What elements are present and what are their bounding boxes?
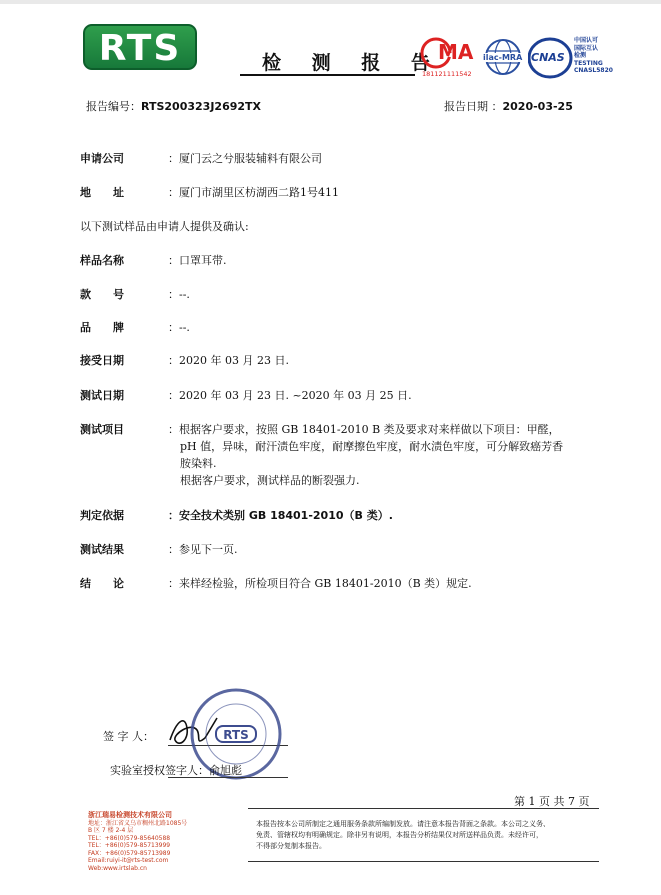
title-underline	[240, 74, 415, 76]
conclusion-value: ：来样经检验，所检项目符合 GB 18401-2010（B 类）规定.	[168, 577, 472, 590]
report-date	[444, 98, 573, 114]
page-number: 第 1 页 共 7 页	[514, 795, 590, 808]
lab-signer-line	[168, 777, 288, 778]
test-items-line: 根据客户要求，测试样品的断裂强力.	[180, 474, 360, 487]
cnas-caption	[574, 37, 613, 75]
conclusion-label: 结 论	[80, 577, 124, 590]
test-date-label: 测试日期	[80, 389, 124, 402]
footer-disclaimer	[256, 819, 591, 852]
disclaimer-line: 本报告按本公司所制定之通用服务条款所编制发放。请注意本报告背面之条款。本公司之义务、	[256, 820, 550, 828]
cnas-line: TESTING	[574, 59, 603, 67]
footer-company-line: TEL：+86(0)579-85713999	[88, 842, 171, 849]
applicant-company-value: ：厦门云之兮服装辅料有限公司	[168, 152, 322, 165]
footer-company-line: Email:ruiyi-it@rts-test.com	[88, 857, 169, 864]
ilac-mra-mark	[481, 37, 525, 81]
footer-company-info	[88, 812, 187, 872]
footer-company-line: B 区 7 楼 2-4 层	[88, 827, 134, 834]
disclaimer-line: 免责、管辖权均有明确规定。除非另有说明，本报告分析结果仅对所送样品负责。未经许可，	[256, 831, 543, 839]
result-label: 测试结果	[80, 543, 124, 556]
result-value: ：参见下一页.	[168, 543, 238, 556]
logo-text: RTS	[98, 28, 182, 69]
cma-number: 181121111542	[422, 70, 472, 78]
cnas-text: CNAS	[531, 51, 565, 64]
test-date-value: ：2020 年 03 月 23 日. ~2020 年 03 月 25 日.	[168, 389, 412, 402]
brand-value: ：--.	[168, 321, 190, 334]
cma-certification-mark	[418, 36, 480, 78]
received-date-label: 接受日期	[80, 354, 124, 367]
report-number-label: 报告编号：	[86, 100, 141, 113]
footer-company-line: 地址：浙江省义乌市稠州北路1085号	[88, 819, 188, 827]
received-date-value: ：2020 年 03 月 23 日.	[168, 354, 289, 367]
footer-company-line: Web:www.irtslab.cn	[88, 864, 147, 872]
cnas-line: 国际互认	[574, 44, 599, 52]
disclaimer-line: 不得部分复制本报告。	[256, 842, 326, 850]
applicant-address-label: 地 址	[80, 186, 124, 199]
cma-text: MA	[438, 40, 474, 64]
footer-bottom-line	[248, 861, 599, 862]
basis-label: 判定依据	[80, 509, 124, 522]
brand-label: 品 牌	[80, 321, 124, 334]
intro-text: 以下测试样品由申请人提供及确认:	[80, 220, 249, 233]
cnas-accreditation-mark	[528, 36, 614, 80]
style-number-value: ：--.	[168, 288, 190, 301]
seal-text: RTS	[223, 728, 249, 742]
cnas-line: CNASL5820	[574, 67, 613, 74]
style-number-label: 款 号	[80, 288, 124, 301]
lab-signer-label: 实验室授权签字人：	[110, 764, 209, 777]
sample-name-value: ：口罩耳带.	[168, 254, 227, 267]
lab-signer	[110, 762, 242, 778]
applicant-address-value: ：厦门市湖里区枋湖西二路1号411	[168, 186, 339, 199]
footer-company-line: FAX：+86(0)579-85713989	[88, 849, 171, 857]
rts-logo	[83, 24, 197, 70]
footer-company-name: 浙江瑞易检测技术有限公司	[88, 811, 172, 819]
report-number-value: RTS200323J2692TX	[141, 100, 262, 113]
test-items-line: 胺染料.	[180, 457, 217, 470]
applicant-company-label: 申请公司	[80, 152, 124, 165]
basis-value: ：安全技术类别 GB 18401-2010（B 类）.	[168, 509, 393, 522]
footer-top-line	[248, 808, 599, 809]
footer-company-line: TEL：+86(0)579-85640588	[88, 834, 171, 842]
lab-signer-name: 俞旭彪	[209, 764, 242, 777]
cnas-line: 中国认可	[574, 37, 599, 44]
test-items-line: pH 值，异味，耐汗渍色牢度，耐摩擦色牢度，耐水渍色牢度，可分解致癌芳香	[180, 440, 564, 453]
ilac-text: ilac-MRA	[483, 53, 523, 62]
report-title: 检 测 报 告	[262, 52, 442, 74]
report-date-label: 报告日期 ：	[444, 100, 503, 113]
cnas-line: 检测	[574, 52, 587, 59]
report-date-value: 2020-03-25	[502, 100, 573, 113]
test-items-line: ：根据客户要求，按照 GB 18401-2010 B 类及要求对来样做以下项目：甲醛，	[168, 423, 560, 436]
report-number	[86, 98, 261, 114]
top-border	[0, 0, 661, 4]
test-items-label: 测试项目	[80, 423, 124, 436]
sample-name-label: 样品名称	[80, 254, 124, 267]
signer-label: 签 字 人：	[103, 730, 154, 743]
